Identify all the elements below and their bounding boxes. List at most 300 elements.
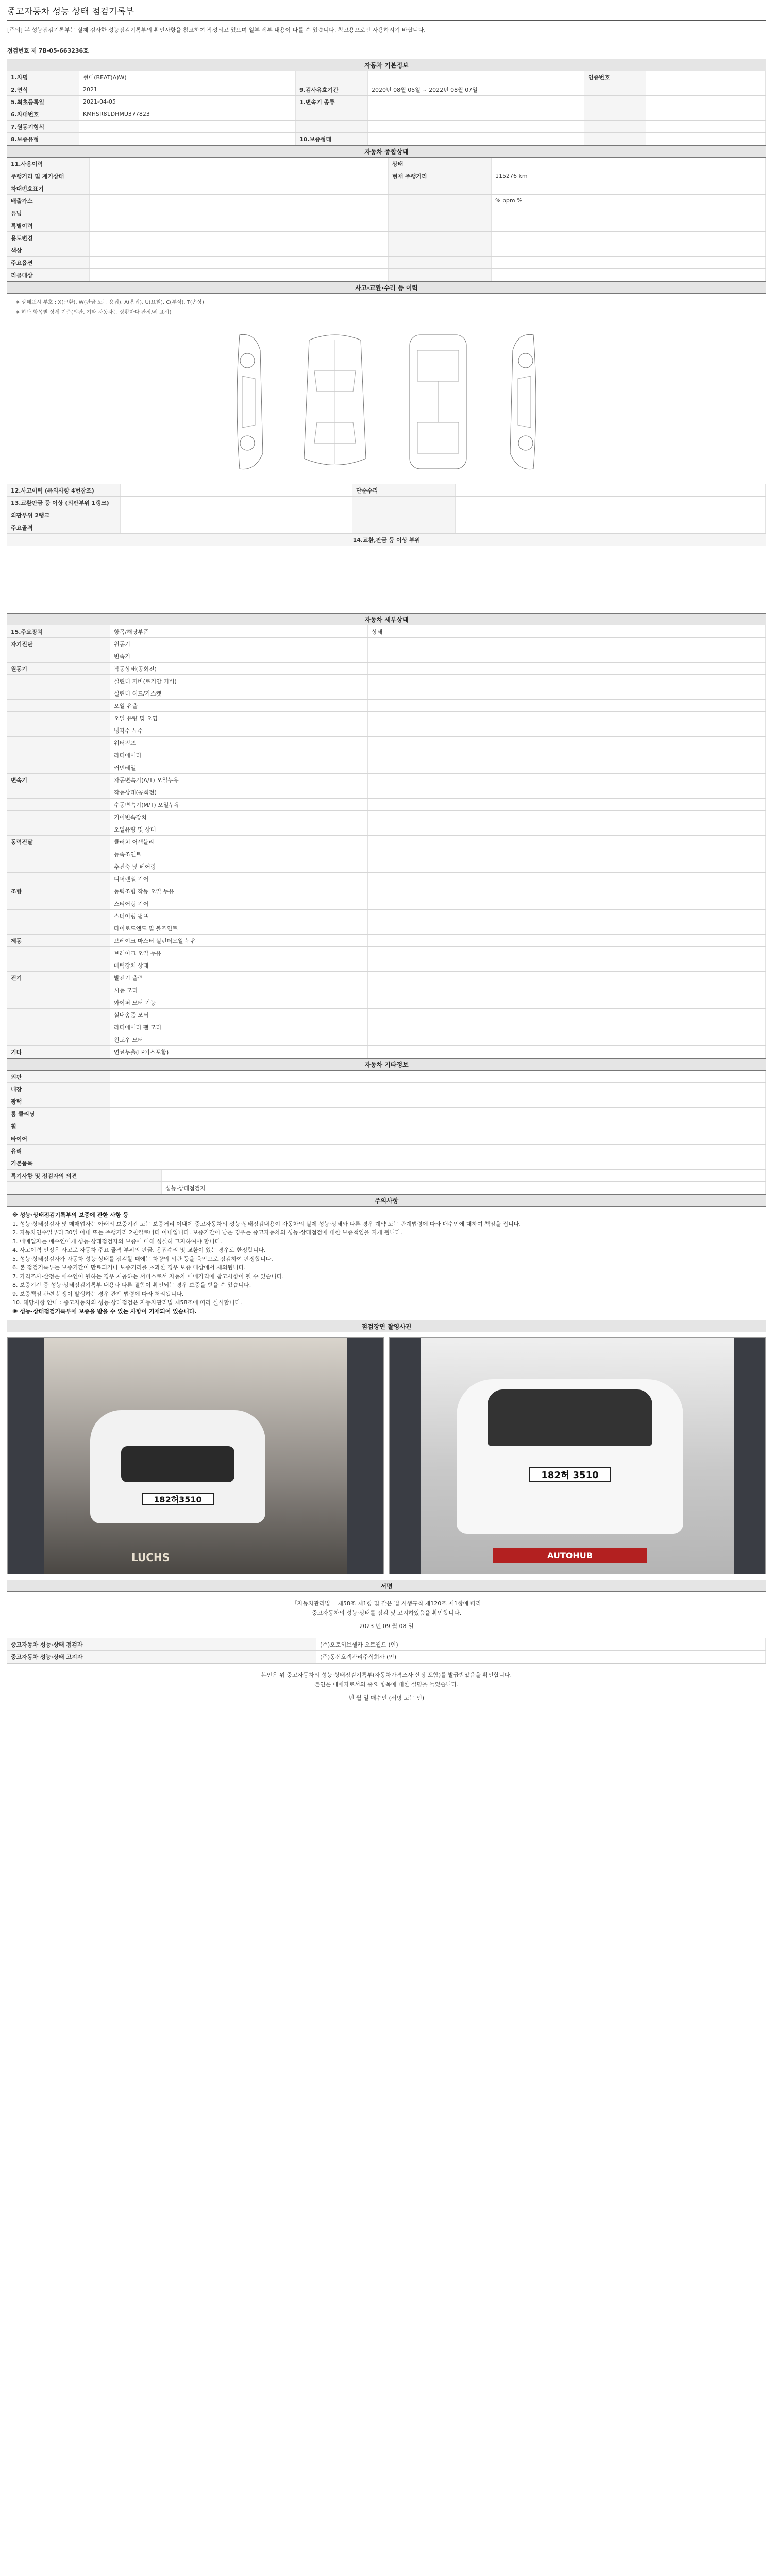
accident-row-v2 — [456, 509, 766, 521]
detail-row — [7, 737, 766, 749]
accident-row-v — [121, 484, 352, 496]
detail-row-sub: 오일 유출 — [110, 700, 368, 711]
other-row — [7, 1083, 766, 1095]
detail-row-l — [7, 712, 110, 724]
detail-row-sub: 연료누출(LP가스포함) — [110, 1046, 368, 1058]
detail-row — [7, 786, 766, 799]
other-row-v — [110, 1120, 766, 1132]
rear-window — [488, 1389, 652, 1446]
detail-row-state — [368, 675, 766, 687]
overall-row-v2 — [492, 219, 766, 231]
damage-legend: ※ 상태표시 부호 : X(교환), W(판금 또는 용접), A(흠집), U(요철), C(부식), T(손상) — [15, 300, 204, 306]
overall-row-l2 — [389, 232, 492, 244]
detail-row-state: 상태 — [368, 625, 766, 637]
other-row-v — [110, 1083, 766, 1095]
detail-row-l — [7, 848, 110, 860]
detail-row — [7, 885, 766, 897]
basic-row-l2: 9.검사유효기간 — [296, 83, 368, 95]
warning-title: ※ 성능·상태점검기록부의 보증에 관한 사항 등 — [12, 1212, 129, 1218]
detail-row-sub: 클러치 어셈블리 — [110, 836, 368, 848]
detail-row-state — [368, 774, 766, 786]
overall-row — [7, 269, 766, 281]
detail-row-sub: 자동변속기(A/T) 오일누유 — [110, 774, 368, 786]
basic-row-v2 — [368, 71, 584, 83]
lift-post-left — [8, 1338, 44, 1574]
detail-row-l — [7, 786, 110, 798]
detail-row-l — [7, 910, 110, 922]
accident-row-l: 12.사고이력 (유의사항 4번참조) — [7, 484, 121, 496]
lift-post-left-rear — [390, 1338, 421, 1574]
overall-row — [7, 158, 766, 170]
warning-line: 3. 매매업자는 매수인에게 성능·상태점검자의 보증에 대해 성실히 고지하여야 합니다. — [12, 1238, 222, 1245]
basic-row-v3 — [646, 83, 766, 95]
detail-row-state — [368, 823, 766, 835]
detail-row-state — [368, 700, 766, 711]
detail-row-sub: 오일 유량 및 오염 — [110, 712, 368, 724]
other-row-l: 외판 — [7, 1071, 110, 1082]
detail-row-sub: 시동 모터 — [110, 984, 368, 996]
overall-row — [7, 257, 766, 269]
overall-row-l2 — [389, 257, 492, 268]
overall-row-l: 특별이력 — [7, 219, 90, 231]
detail-row — [7, 873, 766, 885]
detail-row — [7, 638, 766, 650]
other-row-v — [110, 1095, 766, 1107]
detail-row-l: 원동기 — [7, 663, 110, 674]
overall-row-v2: 115276 km — [492, 170, 766, 182]
other-info-table — [7, 1071, 766, 1170]
detail-row-state — [368, 1046, 766, 1058]
lift-post-right-rear — [734, 1338, 765, 1574]
other-row-v — [110, 1108, 766, 1120]
detail-row-sub: 작동상태(공회전) — [110, 786, 368, 798]
detail-row-state — [368, 922, 766, 934]
other-row-v — [110, 1157, 766, 1169]
detail-row-state — [368, 996, 766, 1008]
accident-table — [7, 484, 766, 534]
detail-row-sub: 라디에이터 — [110, 749, 368, 761]
basic-row-l: 1.차명 — [7, 71, 79, 83]
detail-row-sub: 와이퍼 모터 기능 — [110, 996, 368, 1008]
detail-row — [7, 650, 766, 663]
overall-row — [7, 219, 766, 232]
other-row-l: 유리 — [7, 1145, 110, 1157]
rear-plate: 182허 3510 — [529, 1467, 611, 1482]
warning-line: 7. 가격조사·산정은 매수인이 원하는 경우 제공하는 서비스로서 자동차 매매가격에 참고사항이 될 수 있습니다. — [12, 1273, 284, 1280]
basic-row-l: 5.최초등록일 — [7, 96, 79, 108]
detail-row — [7, 712, 766, 724]
detail-row-l — [7, 749, 110, 761]
detail-row — [7, 836, 766, 848]
other-row-v — [110, 1071, 766, 1082]
detail-row — [7, 1009, 766, 1021]
signature-block — [7, 1592, 766, 1638]
owner-row-v: 성능·상태점검자 — [162, 1182, 766, 1194]
detail-row — [7, 935, 766, 947]
overall-row-v2 — [492, 269, 766, 281]
detail-row-sub: 항목/해당부품 — [110, 625, 368, 637]
accident-row-v — [121, 509, 352, 521]
overall-row — [7, 182, 766, 195]
detail-row-state — [368, 972, 766, 984]
overall-row-v — [90, 207, 389, 219]
detail-row-sub: 기어변속장치 — [110, 811, 368, 823]
detail-row — [7, 860, 766, 873]
detail-row — [7, 663, 766, 675]
overall-row-v — [90, 257, 389, 268]
overall-row-v — [90, 219, 389, 231]
overall-row-v — [90, 158, 389, 170]
detail-row — [7, 625, 766, 638]
signature-line-2: 중고자동차의 성능·상태를 점검 및 고지하였음을 확인합니다. — [311, 1609, 462, 1616]
detail-row-state — [368, 860, 766, 872]
overall-row — [7, 232, 766, 244]
damage-legend-area — [7, 294, 766, 319]
accident-row-l2 — [352, 521, 456, 533]
signature-row-l: 중고자동차 성능·상태 점검자 — [7, 1638, 316, 1650]
accident-row-v — [121, 497, 352, 509]
basic-row-v2 — [368, 133, 584, 145]
detail-row-state — [368, 836, 766, 848]
signature-row-v: (주)오토허브셀카 오토월드 (인) — [316, 1638, 766, 1650]
detail-row — [7, 897, 766, 910]
basic-row-v: KMHSR81DHMU377823 — [79, 108, 296, 120]
detail-row — [7, 1046, 766, 1058]
accident-row-l2 — [352, 509, 456, 521]
detail-row-state — [368, 1033, 766, 1045]
basic-row-l: 2.연식 — [7, 83, 79, 95]
signature-date: 2023 년 09 월 08 일 — [359, 1623, 414, 1630]
other-row-l: 기본품목 — [7, 1157, 110, 1169]
accident-row-l2 — [352, 497, 456, 509]
detail-row-state — [368, 947, 766, 959]
detail-row-sub: 디퍼렌셜 기어 — [110, 873, 368, 885]
warning-line: 5. 성능·상태점검자가 자동차 성능·상태를 점검할 때에는 차량의 외관 등을 육안으로 점검하여 판정합니다. — [12, 1256, 273, 1262]
detail-row-l — [7, 897, 110, 909]
detail-row — [7, 984, 766, 996]
overall-row-v — [90, 195, 389, 207]
overall-row-l: 배출가스 — [7, 195, 90, 207]
overall-row-v — [90, 182, 389, 194]
detail-row-state — [368, 650, 766, 662]
detail-row-sub: 워터펌프 — [110, 737, 368, 749]
detail-row-state — [368, 1021, 766, 1033]
overall-row-l: 주행거리 및 계기상태 — [7, 170, 90, 182]
detail-row — [7, 761, 766, 774]
other-row-v — [110, 1145, 766, 1157]
signature-line-1: 「자동차관리법」 제58조 제1항 및 같은 법 시행규칙 제120조 제1항에 따라 — [291, 1600, 482, 1607]
detail-row-sub: 스티어링 기어 — [110, 897, 368, 909]
detail-row-sub: 실린더 헤드/가스켓 — [110, 687, 368, 699]
basic-row-v3 — [646, 108, 766, 120]
detail-row-state — [368, 786, 766, 798]
detail-row-state — [368, 959, 766, 971]
section-damage-title: 사고·교환·수리 등 이력 — [7, 281, 766, 294]
detail-row-sub: 실내송풍 모터 — [110, 1009, 368, 1021]
overall-row — [7, 170, 766, 182]
detail-row — [7, 1021, 766, 1033]
detail-row-l: 변속기 — [7, 774, 110, 786]
detail-row-sub: 동력조향 작동 오일 누유 — [110, 885, 368, 897]
receipt-block — [7, 1663, 766, 1710]
accident-row-v2 — [456, 521, 766, 533]
car-grille — [121, 1446, 234, 1482]
overall-row-l: 차대번호표기 — [7, 182, 90, 194]
basic-row-l: 7.원동기형식 — [7, 121, 79, 132]
overall-row-l: 색상 — [7, 244, 90, 256]
other-row-l: 룸 클리닝 — [7, 1108, 110, 1120]
detail-row-l — [7, 984, 110, 996]
detail-row-l — [7, 799, 110, 810]
detail-row-sub: 스티어링 펌프 — [110, 910, 368, 922]
signature-row-v: (주)동신호객관리주식회사 (인) — [316, 1651, 766, 1663]
detail-row-state — [368, 712, 766, 724]
detail-row-l — [7, 700, 110, 711]
warning-line: 10. 해당사항 안내 : 중고자동차의 성능·상태점검은 자동차관리법 제58조에 따라 실시합니다. — [12, 1299, 242, 1306]
detail-row-sub: 라디에이터 팬 모터 — [110, 1021, 368, 1033]
detail-row-sub: 커먼레일 — [110, 761, 368, 773]
overall-row — [7, 207, 766, 219]
detail-row-state — [368, 761, 766, 773]
basic-row-l: 8.보증유형 — [7, 133, 79, 145]
overall-row-v2: % ppm % — [492, 195, 766, 207]
basic-row-l2 — [296, 71, 368, 83]
detail-row-l: 동력전달 — [7, 836, 110, 848]
page-title: 중고자동차 성능 상태 점검기록부 — [7, 7, 135, 17]
basic-row-l3 — [584, 83, 646, 95]
section-other-title: 자동차 기타정보 — [7, 1058, 766, 1071]
basic-row — [7, 71, 766, 83]
detail-row-l — [7, 947, 110, 959]
detail-row-sub: 추진축 및 베어링 — [110, 860, 368, 872]
owner-row-l: 특기사항 및 점검자의 의견 — [7, 1170, 162, 1181]
detail-row-l: 조향 — [7, 885, 110, 897]
car-diagram-left — [224, 330, 271, 474]
basic-info-table — [7, 71, 766, 145]
basic-row-v2 — [368, 96, 584, 108]
detail-row — [7, 996, 766, 1009]
basic-row — [7, 133, 766, 145]
signature-rows — [7, 1638, 766, 1663]
warning-line: 9. 보증책임 관련 분쟁이 발생하는 경우 관계 법령에 따라 처리됩니다. — [12, 1291, 184, 1297]
detail-row-l: 기타 — [7, 1046, 110, 1058]
detail-row-l: 자기진단 — [7, 638, 110, 650]
detail-row-l: 전기 — [7, 972, 110, 984]
overall-row-v2 — [492, 207, 766, 219]
basic-row-l3 — [584, 133, 646, 145]
detail-row-sub: 발전기 출력 — [110, 972, 368, 984]
front-plate: 182허3510 — [142, 1493, 214, 1505]
warning-line: 1. 성능·상태점검자 및 매매업자는 아래의 보증기간 또는 보증거리 이내에 중고자동차의 성능·상태점검내용이 자동차의 실제 성능·상태와 다른 경우 계약 또는 관계법령에 따라 매수인에 대하여 책임을 집니다. — [12, 1221, 521, 1227]
detail-row-sub: 배력장치 상태 — [110, 959, 368, 971]
car-diagram-area — [7, 319, 766, 484]
detail-row — [7, 972, 766, 984]
front-photo — [7, 1337, 384, 1574]
overall-row-l2 — [389, 207, 492, 219]
overall-row — [7, 244, 766, 257]
detail-row-l — [7, 823, 110, 835]
detail-row-state — [368, 687, 766, 699]
basic-row-v: 2021-04-05 — [79, 96, 296, 108]
owner-row-l — [7, 1182, 162, 1194]
overall-row-v2 — [492, 232, 766, 244]
panel-section-title: 14.교환,판금 등 이상 부위 — [7, 534, 766, 546]
detail-row-l: 15.주요장치 — [7, 625, 110, 637]
signature-row — [7, 1638, 766, 1651]
receipt-sign: 년 월 일 매수인 (서명 또는 인) — [348, 1694, 425, 1701]
detail-row-sub: 냉각수 누수 — [110, 724, 368, 736]
other-row — [7, 1157, 766, 1170]
section-photos-title: 점검장면 촬영사진 — [7, 1320, 766, 1332]
section-overall-title: 자동차 종합상태 — [7, 145, 766, 158]
detail-row-l — [7, 922, 110, 934]
detail-row-sub: 작동상태(공회전) — [110, 663, 368, 674]
lift-post-right — [347, 1338, 383, 1574]
warning-block — [7, 1207, 766, 1320]
warning-footer: ※ 성능·상태점검기록부에 보증을 받을 수 있는 사항이 기재되어 있습니다. — [12, 1308, 197, 1315]
overall-row-v — [90, 269, 389, 281]
detail-row-l — [7, 1033, 110, 1045]
accident-row-l: 주요골격 — [7, 521, 121, 533]
detail-row-state — [368, 984, 766, 996]
car-diagram-top — [296, 330, 374, 474]
section-notes-title: 주의사항 — [7, 1194, 766, 1207]
basic-row-v3 — [646, 121, 766, 132]
detail-row — [7, 799, 766, 811]
detail-row-state — [368, 1009, 766, 1021]
warning-line: 2. 자동차인수일부터 30일 이내 또는 주행거리 2천킬로미터 이내입니다. 보증기간이 남은 경우는 중고자동차의 성능·상태점검에 대한 보증책임을 지게 됩니다. — [12, 1229, 402, 1236]
detail-row-l — [7, 1021, 110, 1033]
detail-row-sub: 윈도우 모터 — [110, 1033, 368, 1045]
other-row — [7, 1145, 766, 1157]
accident-row — [7, 484, 766, 497]
other-row — [7, 1120, 766, 1132]
signature-row-l: 중고자동차 성능·상태 고지자 — [7, 1651, 316, 1663]
detail-row-state — [368, 799, 766, 810]
detail-row — [7, 749, 766, 761]
basic-row-v2 — [368, 108, 584, 120]
detail-row-l: 제동 — [7, 935, 110, 946]
basic-row-v2: 2020년 08월 05일 ~ 2022년 08월 07일 — [368, 83, 584, 95]
detail-row-l — [7, 650, 110, 662]
basic-row-v — [79, 121, 296, 132]
detail-row — [7, 774, 766, 786]
accident-row-l2: 단순수리 — [352, 484, 456, 496]
basic-row-v: 현대(BEAT(A)W) — [79, 71, 296, 83]
detail-row-state — [368, 638, 766, 650]
other-row-l: 타이어 — [7, 1132, 110, 1144]
detail-row-l — [7, 959, 110, 971]
damage-note: ※ 하단 항목별 상세 기준(외판, 기타 차동차는 상황마다 판정/위 표시) — [15, 310, 172, 315]
detail-row-state — [368, 910, 766, 922]
detail-row-sub: 브레이크 마스터 실린더오일 누유 — [110, 935, 368, 946]
front-lift-brand: LUCHS — [131, 1551, 170, 1564]
detail-row — [7, 947, 766, 959]
detail-row — [7, 910, 766, 922]
detail-row-l — [7, 687, 110, 699]
basic-row-l2: 10.보증형태 — [296, 133, 368, 145]
detail-row-state — [368, 811, 766, 823]
detail-row — [7, 724, 766, 737]
overall-row-v2 — [492, 244, 766, 256]
basic-row-l2: 1.변속기 종류 — [296, 96, 368, 108]
accident-row-l: 13.교환판금 등 이상 (외판부위 1랭크) — [7, 497, 121, 509]
detail-row-l — [7, 761, 110, 773]
detail-row-sub: 실린더 커버(로커암 커버) — [110, 675, 368, 687]
other-row-v — [110, 1132, 766, 1144]
detail-row-state — [368, 848, 766, 860]
detail-status-table — [7, 625, 766, 1058]
signature-row — [7, 1651, 766, 1663]
overall-row-l: 11.사용이력 — [7, 158, 90, 170]
accident-row — [7, 509, 766, 521]
receipt-line: 본인은 위 중고자동차의 성능·상태점검기록부(자동차가격조사·산정 포함)를 발급받았음을 확인합니다. — [261, 1672, 512, 1679]
detail-row-sub: 원동기 — [110, 638, 368, 650]
overall-status-table — [7, 158, 766, 281]
owner-row — [7, 1170, 766, 1182]
accident-row-v2 — [456, 497, 766, 509]
detail-row-sub: 오일유량 및 상태 — [110, 823, 368, 835]
overall-row-l: 튜닝 — [7, 207, 90, 219]
basic-row-l2 — [296, 121, 368, 132]
warning-line: 4. 사고이력 인정은 사고로 자동차 주요 골격 부위의 판금, 용접수리 및 교환이 있는 경우로 한정합니다. — [12, 1247, 266, 1253]
accident-row-l: 외판부위 2랭크 — [7, 509, 121, 521]
overall-row-v2 — [492, 182, 766, 194]
overall-row-v — [90, 244, 389, 256]
detail-row — [7, 1033, 766, 1046]
detail-row — [7, 823, 766, 836]
detail-row-state — [368, 724, 766, 736]
detail-row — [7, 848, 766, 860]
detail-row-l — [7, 675, 110, 687]
overall-row-l: 리콜대상 — [7, 269, 90, 281]
basic-row-v3 — [646, 96, 766, 108]
basic-row — [7, 83, 766, 96]
notice-text: [주의] 본 성능점검기록부는 실제 검사한 성능점검기록부의 확인사항을 참고하여 작성되고 있으며 일부 세부 내용이 다를 수 있습니다. 참고용으로만 사용하시기 바랍니다. — [7, 27, 426, 33]
accident-row-v2 — [456, 484, 766, 496]
detail-row-l — [7, 860, 110, 872]
section-signature-title: 서명 — [7, 1580, 766, 1592]
detail-row-state — [368, 897, 766, 909]
basic-row-l3: 인증번호 — [584, 71, 646, 83]
detail-row-sub: 등속조인트 — [110, 848, 368, 860]
owner-row — [7, 1182, 766, 1194]
detail-row-state — [368, 749, 766, 761]
overall-row-l2: 현재 주행거리 — [389, 170, 492, 182]
detail-row-l — [7, 1009, 110, 1021]
detail-row-l — [7, 811, 110, 823]
detail-row-l — [7, 873, 110, 885]
detail-row — [7, 700, 766, 712]
basic-row-v3 — [646, 133, 766, 145]
overall-row-l2 — [389, 195, 492, 207]
owner-row-v — [162, 1170, 766, 1181]
basic-row-l3 — [584, 96, 646, 108]
overall-row-l2 — [389, 269, 492, 281]
accident-row — [7, 521, 766, 534]
basic-row-l3 — [584, 108, 646, 120]
detail-row — [7, 811, 766, 823]
basic-row-v: 2021 — [79, 83, 296, 95]
detail-row — [7, 675, 766, 687]
section-detail-title: 자동차 세부상태 — [7, 613, 766, 625]
other-row-l: 휠 — [7, 1120, 110, 1132]
overall-row-l: 용도변경 — [7, 232, 90, 244]
rear-photo — [389, 1337, 766, 1574]
overall-row-l2 — [389, 244, 492, 256]
other-row-l: 광택 — [7, 1095, 110, 1107]
cert-number: 점검번호 제 7B-05-663236호 — [7, 47, 89, 54]
